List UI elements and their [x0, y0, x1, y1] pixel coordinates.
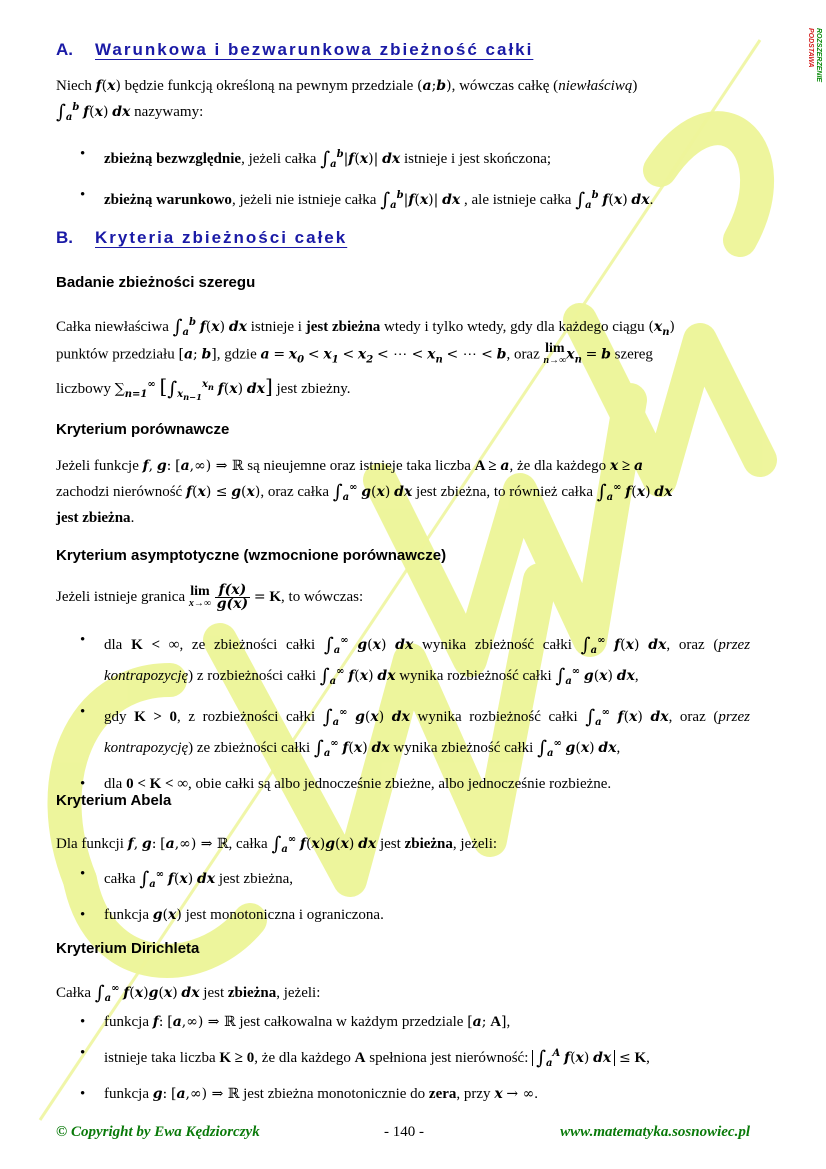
- asymptotic-paragraph: Jeżeli istnieje granica lim x→∞ $\frac{f(x)}{g(x)}$ = K, to wówczas:: [56, 582, 364, 612]
- list-dirichlet: [56, 1012, 750, 1115]
- section-b-letter: B.: [56, 228, 73, 247]
- abel-paragraph: Dla funkcji f, g: [a,∞) ⇒ ℝ, całka $\int_a^\infty$ f(x)g(x) dx jest zbieżna, jeżeli:: [56, 833, 498, 855]
- list-item: • zbieżną warunkowo, jeżeli nie istnieje całka $\int_a^b|f(x)|$ dx , ale istnieje całka $\int_a^b$ f(x) dx.: [56, 185, 750, 216]
- list-item: • funkcja g: [a,∞) ⇒ ℝ jest zbieżna monotonicznie do zera, przy x → ∞.: [56, 1084, 750, 1105]
- section-a-letter: A.: [56, 40, 73, 59]
- list-item: • zbieżną bezwzględnie, jeżeli całka $\int_a^b|f(x)|$ dx istnieje i jest skończona;: [56, 144, 750, 175]
- list-item: • gdy K > 0, z rozbieżności całki $\int_a^\infty$ g(x) dx wynika rozbieżność całki $\int_a^\infty$ f(x) dx, oraz (przez kontrapozycję) ze zbieżności całki $\int_a^\infty$ f(x) dx wynika zbieżność całki $\int_a^\infty$ g(x) dx,: [56, 702, 750, 764]
- level-badge: [802, 26, 820, 86]
- subheading-abel: Kryterium Abela: [56, 792, 172, 809]
- list-a: [56, 144, 750, 226]
- subheading-comparison: Kryterium porównawcze: [56, 421, 230, 438]
- page-footer: [56, 1124, 750, 1144]
- list-item: • całka $\int_a^\infty$ f(x) dx jest zbieżna,: [56, 864, 750, 895]
- subheading-dirichlet: Kryterium Dirichleta: [56, 940, 200, 957]
- series-paragraph: Całka niewłaściwa $\int_a^b$ f(x) dx istnieje i jest zbieżna wtedy i tylko wtedy, gdy dla każdego ciągu $(x_n)$ punktów przedziału [a; b], gdzie $a = x_0 < x_1 < x_2$ < ⋯ < $x_n$ < ⋯ < b, oraz lim n→∞ $x_n = b$ szereg liczbowy $\sum_{n=1}^\infty$ [$\int_{x_{n-1}}^{x_n}$ f(x) dx] jest zbieżny.: [56, 316, 675, 403]
- dirichlet-paragraph: Całka $\int_a^\infty$ f(x)g(x) dx jest zbieżna, jeżeli:: [56, 982, 321, 1004]
- comparison-paragraph: Jeżeli funkcje f, g: [a,∞) ⇒ ℝ są nieujemne oraz istnieje taka liczba A ≥ a, że dla każdego x ≥ a zachodzi nierówność f(x) ≤ g(x), oraz całka $\int_a^\infty$ g(x) dx jest zbieżna, to również całka $\int_a^\infty$ f(x) dx jest zbieżna.: [56, 458, 673, 526]
- footer-website: www.matematyka.sosnowiec.pl: [560, 1124, 750, 1140]
- footer-page-number: - 140 -: [384, 1124, 424, 1140]
- section-b-heading: [56, 228, 347, 248]
- list-item: • istnieje taka liczba K ≥ 0, że dla każdego A spełniona jest nierówność: $\int_a^A$ f(x) dx ≤ K,: [56, 1043, 750, 1074]
- list-item: • dla 0 < K < ∞, obie całki są albo jednocześnie zbieżne, albo jednocześnie rozbieżne.: [56, 774, 750, 795]
- section-b-title: Kryteria zbieżności całek: [95, 228, 348, 247]
- section-a-title: Warunkowa i bezwarunkowa zbieżność całki: [95, 40, 534, 59]
- list-item: • funkcja f: [a,∞) ⇒ ℝ jest całkowalna w każdym przedziale [a; A],: [56, 1012, 750, 1033]
- footer-copyright: © Copyright by Ewa Kędziorczyk: [56, 1124, 260, 1140]
- list-item: • funkcja g(x) jest monotoniczna i ograniczona.: [56, 905, 750, 926]
- level-badge-podstawa: PODSTAWA: [807, 28, 814, 68]
- section-a-heading: [56, 40, 533, 60]
- list-abel: [56, 864, 750, 936]
- intro-a-paragraph: Niech f(x) będzie funkcją określoną na pewnym przedziale (a;b), wówczas całkę (niewłaściwą) $\int_a^b$ f(x) dx nazywamy:: [56, 78, 638, 123]
- list-asymptotic: [56, 630, 750, 805]
- subheading-series: Badanie zbieżności szeregu: [56, 274, 256, 291]
- subheading-asymptotic: Kryterium asymptotyczne (wzmocnione porównawcze): [56, 547, 447, 564]
- level-badge-rozszerzenie: ROZSZERZENIE: [815, 28, 822, 83]
- list-item: • dla K < ∞, ze zbieżności całki $\int_a^\infty$ g(x) dx wynika zbieżność całki $\int_a^\infty$ f(x) dx, oraz (przez kontrapozycję) z rozbieżności całki $\int_a^\infty$ f(x) dx wynika rozbieżność całki $\int_a^\infty$ g(x) dx,: [56, 630, 750, 692]
